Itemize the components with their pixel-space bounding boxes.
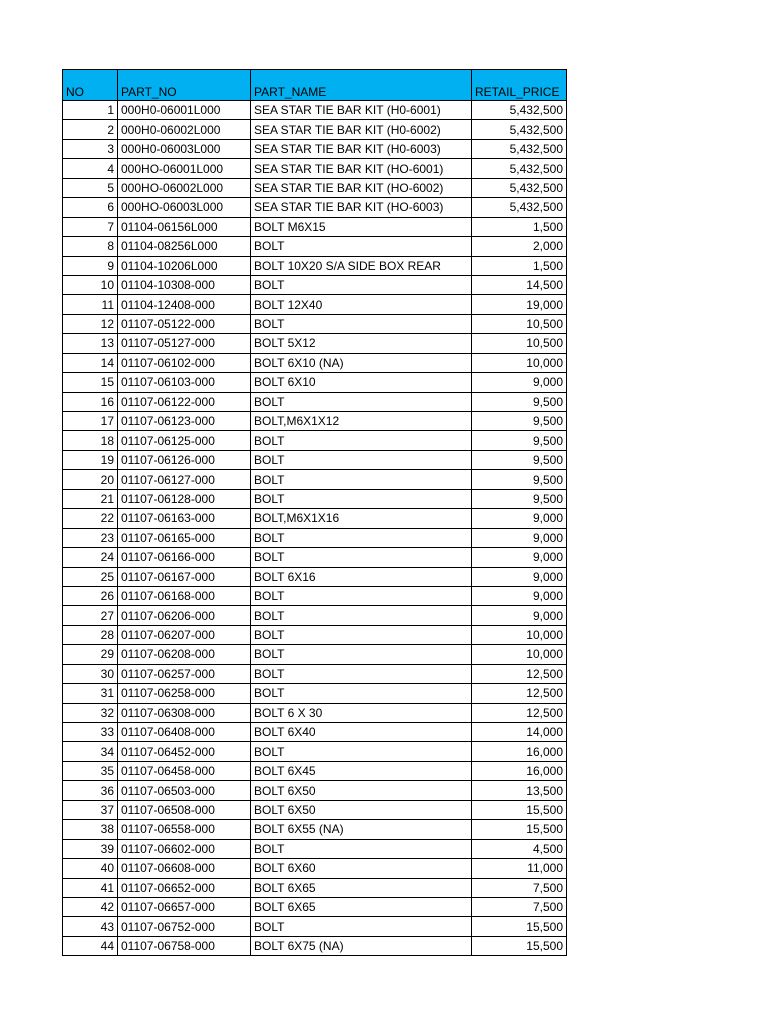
- cell-part-name: BOLT: [251, 606, 472, 625]
- cell-part-name: BOLT 6X10 (NA): [251, 353, 472, 372]
- cell-part-name: BOLT 6 X 30: [251, 703, 472, 722]
- table-header: [63, 70, 567, 101]
- cell-part-name: BOLT: [251, 470, 472, 489]
- table-row: [63, 353, 567, 372]
- cell-retail-price: 10,000: [472, 645, 567, 664]
- cell-part-name: BOLT: [251, 664, 472, 683]
- cell-no: 21: [63, 489, 118, 508]
- cell-part-no: 01107-06657-000: [118, 897, 251, 916]
- cell-retail-price: 9,500: [472, 450, 567, 469]
- table-row: [63, 897, 567, 916]
- table-row: [63, 509, 567, 528]
- cell-retail-price: 2,000: [472, 237, 567, 256]
- cell-retail-price: 7,500: [472, 878, 567, 897]
- cell-part-name: BOLT 6X50: [251, 800, 472, 819]
- cell-part-no: 01107-06452-000: [118, 742, 251, 761]
- cell-part-no: 01107-06503-000: [118, 781, 251, 800]
- cell-no: 39: [63, 839, 118, 858]
- cell-retail-price: 9,000: [472, 548, 567, 567]
- cell-part-no: 01107-06102-000: [118, 353, 251, 372]
- cell-retail-price: 16,000: [472, 742, 567, 761]
- cell-part-no: 01107-06168-000: [118, 586, 251, 605]
- cell-part-name: BOLT 6X55 (NA): [251, 820, 472, 839]
- cell-retail-price: 15,500: [472, 917, 567, 936]
- cell-part-name: BOLT 6X10: [251, 373, 472, 392]
- cell-part-no: 000H0-06002L000: [118, 120, 251, 139]
- table-row: [63, 859, 567, 878]
- cell-no: 40: [63, 859, 118, 878]
- table-row: [63, 373, 567, 392]
- cell-part-name: SEA STAR TIE BAR KIT (HO-6003): [251, 198, 472, 217]
- cell-part-name: BOLT 6X50: [251, 781, 472, 800]
- cell-part-name: BOLT 10X20 S/A SIDE BOX REAR: [251, 256, 472, 275]
- cell-retail-price: 11,000: [472, 859, 567, 878]
- cell-part-name: BOLT: [251, 489, 472, 508]
- cell-part-name: BOLT: [251, 839, 472, 858]
- cell-part-name: SEA STAR TIE BAR KIT (H0-6001): [251, 101, 472, 120]
- cell-no: 42: [63, 897, 118, 916]
- cell-part-no: 01107-06558-000: [118, 820, 251, 839]
- cell-part-name: BOLT 6X65: [251, 897, 472, 916]
- cell-retail-price: 9,000: [472, 606, 567, 625]
- cell-retail-price: 5,432,500: [472, 198, 567, 217]
- cell-no: 43: [63, 917, 118, 936]
- cell-part-name: BOLT M6X15: [251, 217, 472, 236]
- cell-part-name: BOLT: [251, 237, 472, 256]
- table-row: [63, 178, 567, 197]
- header-row: [63, 70, 567, 101]
- table-row: [63, 450, 567, 469]
- table-row: [63, 606, 567, 625]
- cell-part-name: BOLT: [251, 314, 472, 333]
- cell-retail-price: 10,000: [472, 353, 567, 372]
- cell-retail-price: 15,500: [472, 800, 567, 819]
- cell-no: 26: [63, 586, 118, 605]
- cell-part-no: 01107-06602-000: [118, 839, 251, 858]
- table-row: [63, 567, 567, 586]
- cell-part-name: BOLT: [251, 742, 472, 761]
- table-row: [63, 625, 567, 644]
- cell-retail-price: 9,000: [472, 373, 567, 392]
- cell-no: 34: [63, 742, 118, 761]
- header-retail-price: RETAIL_PRICE: [472, 70, 567, 101]
- cell-no: 37: [63, 800, 118, 819]
- cell-retail-price: 12,500: [472, 664, 567, 683]
- table-row: [63, 936, 567, 955]
- cell-retail-price: 9,000: [472, 586, 567, 605]
- cell-no: 2: [63, 120, 118, 139]
- cell-part-no: 01107-06122-000: [118, 392, 251, 411]
- cell-part-name: BOLT 6X75 (NA): [251, 936, 472, 955]
- table-row: [63, 917, 567, 936]
- cell-part-name: SEA STAR TIE BAR KIT (H0-6003): [251, 139, 472, 158]
- cell-part-no: 01107-06408-000: [118, 723, 251, 742]
- cell-no: 25: [63, 567, 118, 586]
- cell-part-no: 01107-06752-000: [118, 917, 251, 936]
- cell-retail-price: 1,500: [472, 256, 567, 275]
- cell-retail-price: 1,500: [472, 217, 567, 236]
- cell-part-name: BOLT 6X65: [251, 878, 472, 897]
- cell-no: 23: [63, 528, 118, 547]
- cell-part-no: 01107-06206-000: [118, 606, 251, 625]
- cell-retail-price: 5,432,500: [472, 178, 567, 197]
- cell-part-name: BOLT: [251, 684, 472, 703]
- cell-no: 13: [63, 334, 118, 353]
- table-row: [63, 101, 567, 120]
- cell-part-no: 01107-06257-000: [118, 664, 251, 683]
- cell-no: 33: [63, 723, 118, 742]
- cell-part-name: BOLT 12X40: [251, 295, 472, 314]
- table-row: [63, 470, 567, 489]
- cell-retail-price: 16,000: [472, 761, 567, 780]
- cell-retail-price: 15,500: [472, 820, 567, 839]
- cell-part-no: 000HO-06003L000: [118, 198, 251, 217]
- cell-part-name: BOLT: [251, 586, 472, 605]
- cell-no: 44: [63, 936, 118, 955]
- cell-part-name: BOLT 6X60: [251, 859, 472, 878]
- cell-no: 1: [63, 101, 118, 120]
- cell-part-name: BOLT: [251, 917, 472, 936]
- cell-part-name: BOLT: [251, 275, 472, 294]
- cell-part-no: 01107-06652-000: [118, 878, 251, 897]
- cell-part-no: 01107-06167-000: [118, 567, 251, 586]
- table-row: [63, 781, 567, 800]
- cell-retail-price: 9,500: [472, 431, 567, 450]
- cell-part-no: 01107-06758-000: [118, 936, 251, 955]
- cell-no: 19: [63, 450, 118, 469]
- cell-part-no: 01107-06123-000: [118, 412, 251, 431]
- cell-part-no: 01107-06166-000: [118, 548, 251, 567]
- cell-no: 17: [63, 412, 118, 431]
- table-row: [63, 392, 567, 411]
- cell-no: 9: [63, 256, 118, 275]
- cell-no: 31: [63, 684, 118, 703]
- cell-part-no: 01107-06127-000: [118, 470, 251, 489]
- cell-part-no: 01104-10308-000: [118, 275, 251, 294]
- cell-part-no: 000H0-06003L000: [118, 139, 251, 158]
- cell-part-no: 01107-06458-000: [118, 761, 251, 780]
- cell-part-name: BOLT 5X12: [251, 334, 472, 353]
- cell-no: 14: [63, 353, 118, 372]
- table-row: [63, 761, 567, 780]
- cell-part-no: 01107-06165-000: [118, 528, 251, 547]
- cell-no: 28: [63, 625, 118, 644]
- cell-retail-price: 10,000: [472, 625, 567, 644]
- cell-part-name: BOLT: [251, 528, 472, 547]
- cell-part-no: 01107-06163-000: [118, 509, 251, 528]
- table-row: [63, 586, 567, 605]
- table-body: [63, 101, 567, 956]
- table-row: [63, 820, 567, 839]
- cell-no: 22: [63, 509, 118, 528]
- table-row: [63, 800, 567, 819]
- table-row: [63, 295, 567, 314]
- table-row: [63, 878, 567, 897]
- cell-retail-price: 9,000: [472, 567, 567, 586]
- cell-no: 10: [63, 275, 118, 294]
- table-row: [63, 314, 567, 333]
- cell-part-name: BOLT: [251, 450, 472, 469]
- cell-part-no: 000HO-06001L000: [118, 159, 251, 178]
- header-part-name: PART_NAME: [251, 70, 472, 101]
- cell-retail-price: 5,432,500: [472, 101, 567, 120]
- cell-part-no: 01107-05127-000: [118, 334, 251, 353]
- cell-part-no: 01104-06156L000: [118, 217, 251, 236]
- cell-part-name: BOLT,M6X1X16: [251, 509, 472, 528]
- cell-part-name: BOLT: [251, 431, 472, 450]
- cell-no: 27: [63, 606, 118, 625]
- table-row: [63, 334, 567, 353]
- cell-part-name: SEA STAR TIE BAR KIT (HO-6001): [251, 159, 472, 178]
- cell-no: 18: [63, 431, 118, 450]
- cell-part-no: 000H0-06001L000: [118, 101, 251, 120]
- cell-part-no: 01104-12408-000: [118, 295, 251, 314]
- cell-part-name: SEA STAR TIE BAR KIT (HO-6002): [251, 178, 472, 197]
- cell-part-no: 01107-06608-000: [118, 859, 251, 878]
- cell-part-no: 01107-06128-000: [118, 489, 251, 508]
- cell-part-no: 01107-05122-000: [118, 314, 251, 333]
- cell-retail-price: 9,500: [472, 412, 567, 431]
- cell-retail-price: 7,500: [472, 897, 567, 916]
- cell-no: 6: [63, 198, 118, 217]
- table-row: [63, 139, 567, 158]
- cell-part-name: BOLT 6X45: [251, 761, 472, 780]
- table-row: [63, 159, 567, 178]
- cell-no: 15: [63, 373, 118, 392]
- header-no: NO: [63, 70, 118, 101]
- cell-retail-price: 10,500: [472, 334, 567, 353]
- table-row: [63, 645, 567, 664]
- cell-part-no: 01107-06207-000: [118, 625, 251, 644]
- table-row: [63, 664, 567, 683]
- table-row: [63, 237, 567, 256]
- cell-part-name: SEA STAR TIE BAR KIT (H0-6002): [251, 120, 472, 139]
- cell-part-no: 01107-06103-000: [118, 373, 251, 392]
- cell-no: 12: [63, 314, 118, 333]
- table-row: [63, 839, 567, 858]
- cell-no: 36: [63, 781, 118, 800]
- header-part-no: PART_NO: [118, 70, 251, 101]
- table-row: [63, 120, 567, 139]
- cell-retail-price: 9,500: [472, 392, 567, 411]
- cell-part-no: 01107-06208-000: [118, 645, 251, 664]
- cell-retail-price: 13,500: [472, 781, 567, 800]
- cell-no: 24: [63, 548, 118, 567]
- cell-retail-price: 12,500: [472, 703, 567, 722]
- cell-retail-price: 9,000: [472, 509, 567, 528]
- table-row: [63, 703, 567, 722]
- cell-no: 38: [63, 820, 118, 839]
- cell-retail-price: 5,432,500: [472, 159, 567, 178]
- cell-no: 3: [63, 139, 118, 158]
- cell-part-no: 01107-06126-000: [118, 450, 251, 469]
- cell-retail-price: 9,000: [472, 528, 567, 547]
- cell-part-no: 01104-08256L000: [118, 237, 251, 256]
- cell-part-name: BOLT: [251, 548, 472, 567]
- table-row: [63, 275, 567, 294]
- cell-retail-price: 9,500: [472, 489, 567, 508]
- cell-retail-price: 5,432,500: [472, 120, 567, 139]
- cell-no: 11: [63, 295, 118, 314]
- cell-part-name: BOLT: [251, 625, 472, 644]
- cell-retail-price: 14,000: [472, 723, 567, 742]
- cell-part-name: BOLT: [251, 645, 472, 664]
- cell-no: 20: [63, 470, 118, 489]
- cell-part-name: BOLT 6X16: [251, 567, 472, 586]
- table-row: [63, 256, 567, 275]
- cell-no: 29: [63, 645, 118, 664]
- cell-part-no: 01107-06258-000: [118, 684, 251, 703]
- cell-no: 41: [63, 878, 118, 897]
- cell-no: 8: [63, 237, 118, 256]
- cell-no: 32: [63, 703, 118, 722]
- cell-retail-price: 14,500: [472, 275, 567, 294]
- table-row: [63, 412, 567, 431]
- cell-retail-price: 10,500: [472, 314, 567, 333]
- table-row: [63, 742, 567, 761]
- parts-price-table: [62, 69, 567, 956]
- cell-part-name: BOLT 6X40: [251, 723, 472, 742]
- cell-no: 35: [63, 761, 118, 780]
- cell-no: 7: [63, 217, 118, 236]
- table-row: [63, 528, 567, 547]
- cell-retail-price: 15,500: [472, 936, 567, 955]
- cell-retail-price: 5,432,500: [472, 139, 567, 158]
- table-row: [63, 548, 567, 567]
- cell-retail-price: 12,500: [472, 684, 567, 703]
- table-row: [63, 217, 567, 236]
- table-row: [63, 489, 567, 508]
- cell-no: 5: [63, 178, 118, 197]
- cell-part-no: 01107-06308-000: [118, 703, 251, 722]
- cell-no: 4: [63, 159, 118, 178]
- cell-part-name: BOLT: [251, 392, 472, 411]
- cell-part-no: 000HO-06002L000: [118, 178, 251, 197]
- cell-retail-price: 9,500: [472, 470, 567, 489]
- cell-retail-price: 19,000: [472, 295, 567, 314]
- cell-no: 16: [63, 392, 118, 411]
- cell-part-no: 01107-06125-000: [118, 431, 251, 450]
- cell-part-no: 01107-06508-000: [118, 800, 251, 819]
- table-row: [63, 431, 567, 450]
- cell-retail-price: 4,500: [472, 839, 567, 858]
- cell-part-name: BOLT,M6X1X12: [251, 412, 472, 431]
- table-row: [63, 684, 567, 703]
- cell-no: 30: [63, 664, 118, 683]
- table-row: [63, 198, 567, 217]
- table-row: [63, 723, 567, 742]
- cell-part-no: 01104-10206L000: [118, 256, 251, 275]
